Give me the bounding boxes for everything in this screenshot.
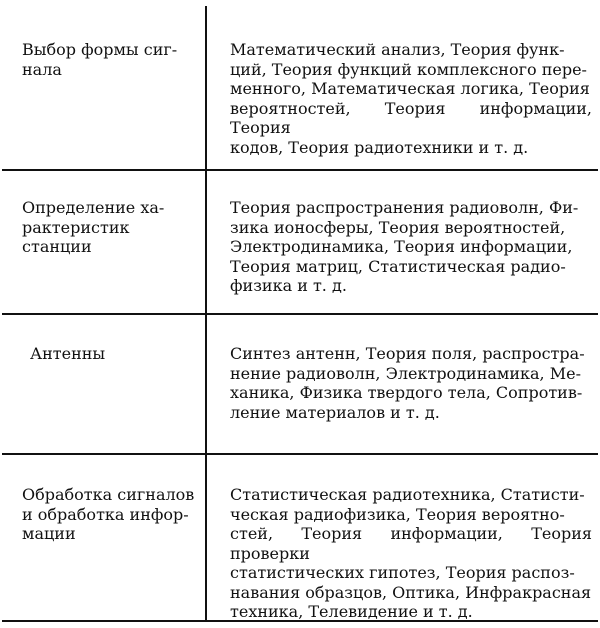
row-4-topic: Обработка сигналов и обработка инфор- мации xyxy=(22,485,195,543)
row-3-disciplines: Синтез антенн, Теория поля, распростра- нение радиоволн, Электродинамика, Ме- ханика, Физика твердого тела, Сопротив- ление материалов и т. д. xyxy=(230,344,585,422)
row-4-disciplines: Статистическая радиотехника, Статисти- ческая радиофизика, Теория вероятно- стей, Теория информации, Теория проверки статистических гипотез, Теория распоз- навания образцов, Оптика, Инфракрасная техника, Телевидение и т. д. xyxy=(230,485,592,621)
row-divider xyxy=(2,169,598,171)
row-divider xyxy=(2,453,598,455)
row-divider xyxy=(2,313,598,315)
row-2-disciplines: Теория распространения радиоволн, Фи- зика ионосферы, Теория вероятностей, Электродинамика, Теория информации, Теория матриц, Статистическая радио- физика и т. д. xyxy=(230,198,579,295)
row-1-disciplines: Математический анализ, Теория функ- ций, Теория функций комплексного пере- менного, Математическая логика, Теория вероятностей, Теория информации, Теория кодов, Теория радиотехники и т. д. xyxy=(230,40,592,157)
row-2-topic: Определение ха- рактеристик станции xyxy=(22,198,165,256)
row-3-topic: Антенны xyxy=(30,344,106,363)
row-1-topic: Выбор формы сиг- нала xyxy=(22,40,178,79)
